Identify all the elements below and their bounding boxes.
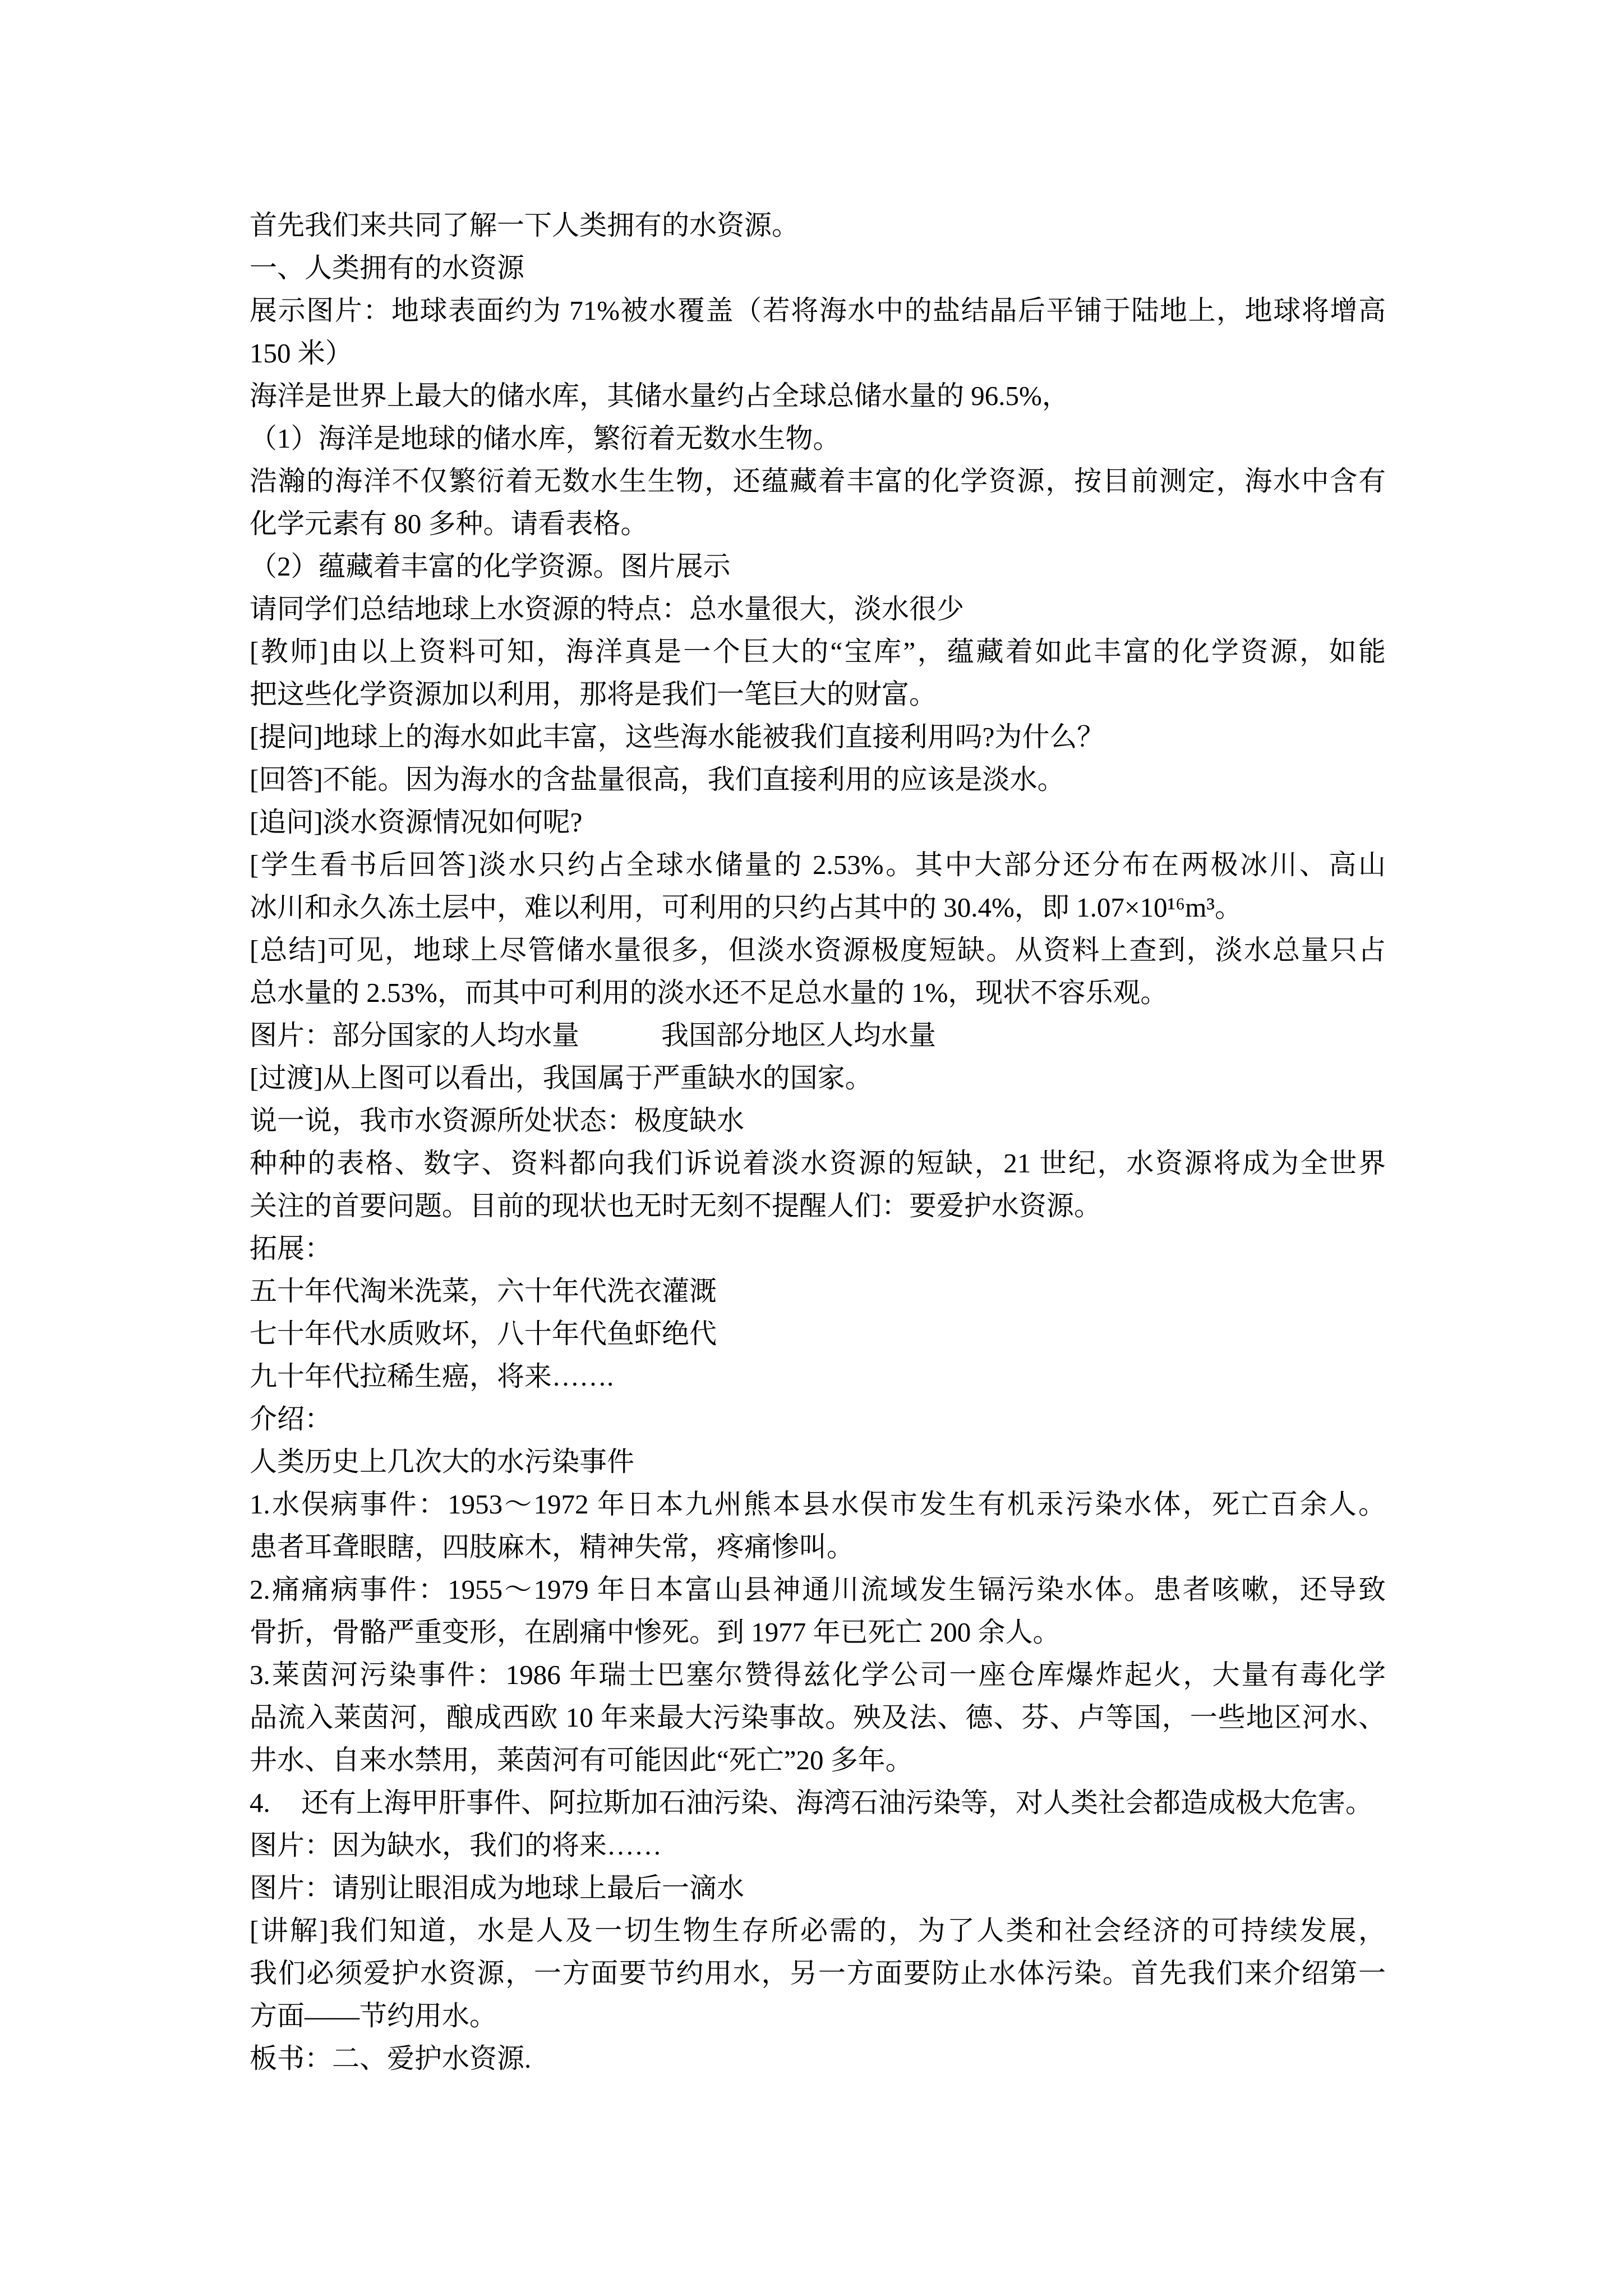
text-line: 展示图片：地球表面约为 71%被水覆盖（若将海水中的盐结晶后平铺于陆地上，地球将增高 <box>250 295 1386 326</box>
text-line: [追问]淡水资源情况如何呢? <box>250 807 583 838</box>
text-line: [教师]由以上资料可知，海洋真是一个巨大的“宝库”，蕴藏着如此丰富的化学资源，如能 <box>250 636 1386 667</box>
text-line: [学生看书后回答]淡水只约占全球水储量的 2.53%。其中大部分还分布在两极冰川、高山 <box>250 849 1386 880</box>
picture-caption-right: 我国部分地区人均水量 <box>661 1020 937 1051</box>
text-line: [提问]地球上的海水如此丰富，这些海水能被我们直接利用吗?为什么？ <box>250 721 1105 752</box>
text-line: 骨折，骨骼严重变形，在剧痛中惨死。到 1977 年已死亡 200 余人。 <box>250 1617 1061 1648</box>
section-heading: 一、人类拥有的水资源 <box>250 252 525 283</box>
text-line: 井水、自来水禁用，莱茵河有可能因此“死亡”20 多年。 <box>250 1745 913 1775</box>
text-line: 品流入莱茵河，酿成西欧 10 年来最大污染事故。殃及法、德、芬、卢等国，一些地区河水、 <box>250 1702 1386 1733</box>
text-line: 我们必须爱护水资源，一方面要节约用水，另一方面要防止水体污染。首先我们来介绍第一 <box>250 1958 1386 1989</box>
text-line: 七十年代水质败坏，八十年代鱼虾绝代 <box>250 1318 717 1349</box>
picture-caption-line <box>250 1014 1386 1057</box>
text-line: 总水量的 2.53%，而其中可利用的淡水还不足总水量的 1%，现状不容乐观。 <box>250 977 1168 1008</box>
text-line: 种种的表格、数字、资料都向我们诉说着淡水资源的短缺，21 世纪，水资源将成为全世界 <box>250 1148 1386 1179</box>
text-line: 浩瀚的海洋不仅繁衍着无数水生生物，还蕴藏着丰富的化学资源，按目前测定，海水中含有 <box>250 466 1386 496</box>
text-line: 把这些化学资源加以利用，那将是我们一笔巨大的财富。 <box>250 679 937 710</box>
list-item-4 <box>250 1782 1386 1824</box>
text-line: 冰川和永久冻土层中，难以利用，可利用的只约占其中的 30.4%，即 1.07×10¹⁶m³。 <box>250 892 1243 923</box>
text-line: 1.水俣病事件：1953～1972 年日本九州熊本县水俣市发生有机汞污染水体，死亡百余人。 <box>250 1489 1386 1520</box>
text-line: 图片：请别让眼泪成为地球上最后一滴水 <box>250 1872 745 1903</box>
text-line: 说一说，我市水资源所处状态：极度缺水 <box>250 1105 745 1136</box>
text-line: [过渡]从上图可以看出，我国属于严重缺水的国家。 <box>250 1062 873 1093</box>
text-line: 五十年代淘米洗菜，六十年代洗衣灌溉 <box>250 1276 717 1306</box>
text-line: 请同学们总结地球上水资源的特点：总水量很大，淡水很少 <box>250 593 965 624</box>
text-line: 拓展： <box>250 1233 333 1264</box>
text-line: 图片：因为缺水，我们的将来…… <box>250 1830 662 1861</box>
intro-line: 首先我们来共同了解一下人类拥有的水资源。 <box>250 210 800 241</box>
document-body <box>250 204 1386 2080</box>
text-line: [回答]不能。因为海水的含盐量很高，我们直接利用的应该是淡水。 <box>250 764 1065 795</box>
text-line: 介绍： <box>250 1404 333 1434</box>
text-line: 化学元素有 80 多种。请看表格。 <box>250 508 648 539</box>
picture-caption-left: 图片：部分国家的人均水量 <box>250 1020 580 1051</box>
text-line: 3.莱茵河污染事件：1986 年瑞士巴塞尔赞得兹化学公司一座仓库爆炸起火，大量有毒化学 <box>250 1659 1386 1690</box>
text-line: 关注的首要问题。目前的现状也无时无刻不提醒人们：要爱护水资源。 <box>250 1190 1102 1221</box>
text-line: [总结]可见，地球上尽管储水量很多，但淡水资源极度短缺。从资料上查到，淡水总量只占 <box>250 935 1386 965</box>
text-line: 九十年代拉稀生癌，将来……. <box>250 1361 614 1392</box>
list-item-number: 4. <box>250 1787 270 1818</box>
text-line: 150 米） <box>250 338 353 369</box>
text-line: 人类历史上几次大的水污染事件 <box>250 1446 635 1477</box>
text-line: [讲解]我们知道，水是人及一切生物生存所必需的，为了人类和社会经济的可持续发展， <box>250 1915 1386 1946</box>
text-line: 2.痛痛病事件：1955～1979 年日本富山县神通川流域发生镉污染水体。患者咳嗽，还导致 <box>250 1574 1386 1605</box>
blackboard-note-line: 板书：二、爱护水资源. <box>250 2043 532 2074</box>
list-item-text: 还有上海甲肝事件、阿拉斯加石油污染、海湾石油污染等，对人类社会都造成极大危害。 <box>301 1787 1373 1818</box>
text-line: 方面——节约用水。 <box>250 2000 497 2031</box>
text-line: （1）海洋是地球的储水库，繁衍着无数水生物。 <box>250 423 841 454</box>
text-line: 海洋是世界上最大的储水库，其储水量约占全球总储水量的 96.5%， <box>250 380 1069 411</box>
text-line: （2）蕴藏着丰富的化学资源。图片展示 <box>250 551 731 582</box>
text-line: 患者耳聋眼瞎，四肢麻木，精神失常，疼痛惨叫。 <box>250 1531 855 1562</box>
